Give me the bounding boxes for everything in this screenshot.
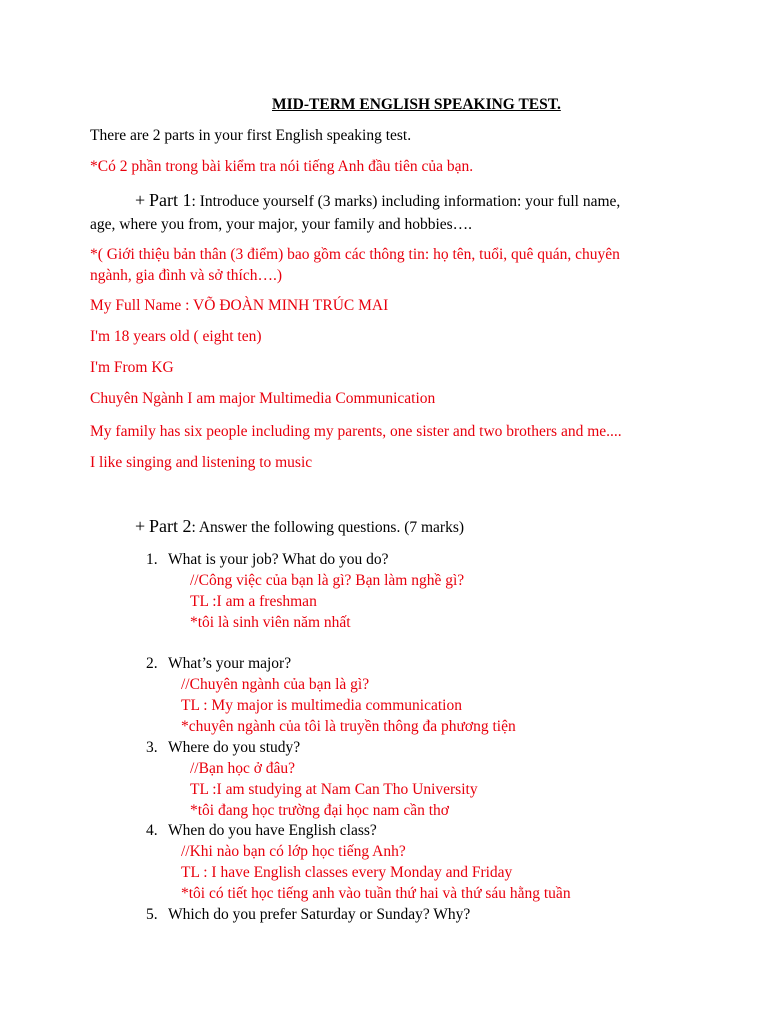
question-5-number: 5. [146, 906, 158, 923]
part1-answer-hobbies: I like singing and listening to music [90, 454, 313, 471]
question-2-number: 2. [146, 655, 158, 672]
question-4-answer-vi: *tôi có tiết học tiếng anh vào tuần thứ hai và thứ sáu hằng tuần [181, 885, 571, 902]
part1-label: Part 1 [149, 190, 192, 210]
question-1: What is your job? What do you do? [168, 551, 389, 568]
page-title: MID-TERM ENGLISH SPEAKING TEST. [272, 96, 561, 113]
question-1-number: 1. [146, 551, 158, 568]
question-4-answer: TL : I have English classes every Monday and Friday [181, 864, 513, 881]
question-4-number: 4. [146, 822, 158, 839]
intro-vietnamese: *Có 2 phần trong bài kiểm tra nói tiếng Anh đầu tiên của bạn. [90, 158, 474, 175]
question-5: Which do you prefer Saturday or Sunday? Why? [168, 906, 471, 923]
part1-desc-line1: : Introduce yourself (3 marks) including information: your full name, [191, 193, 621, 210]
part2-desc: : Answer the following questions. (7 marks) [191, 519, 465, 536]
part1-answer-age: I'm 18 years old ( eight ten) [90, 328, 262, 345]
question-4: When do you have English class? [168, 822, 377, 839]
question-3: Where do you study? [168, 739, 301, 756]
part1-answer-hometown: I'm From KG [90, 359, 174, 376]
question-2: What’s your major? [168, 655, 292, 672]
question-3-vi: //Bạn học ở đâu? [190, 760, 296, 777]
question-1-answer-vi: *tôi là sinh viên năm nhất [190, 614, 351, 631]
question-1-vi: //Công việc của bạn là gì? Bạn làm nghề gì? [190, 572, 465, 589]
part2-heading [135, 516, 464, 538]
question-2-vi: //Chuyên ngành của bạn là gì? [181, 676, 370, 693]
part2-plus: + [135, 516, 146, 536]
part1-desc-line2: age, where you from, your major, your family and hobbies…. [90, 216, 473, 233]
part1-vi-line2: ngành, gia đình và sở thích….) [90, 267, 283, 284]
part1-answer-family: My family has six people including my parents, one sister and two brothers and me.... [90, 423, 622, 440]
intro-english: There are 2 parts in your first English speaking test. [90, 127, 412, 144]
question-4-vi: //Khi nào bạn có lớp học tiếng Anh? [181, 843, 406, 860]
question-3-answer-vi: *tôi đang học trường đại học nam cần thơ [190, 802, 449, 819]
part1-heading [135, 190, 620, 212]
part1-answer-fullname: My Full Name : VÕ ĐOÀN MINH TRÚC MAI [90, 297, 389, 314]
part1-vi-line1: *( Giới thiệu bản thân (3 điểm) bao gồm các thông tin: họ tên, tuổi, quê quán, chuyên [90, 246, 620, 263]
question-3-answer: TL :I am studying at Nam Can Tho University [190, 781, 478, 798]
part1-answer-major: Chuyên Ngành I am major Multimedia Communication [90, 390, 436, 407]
part1-plus: + [135, 190, 146, 210]
question-3-number: 3. [146, 739, 158, 756]
question-2-answer-vi: *chuyên ngành của tôi là truyền thông đa phương tiện [181, 718, 516, 735]
part2-label: Part 2 [149, 516, 192, 536]
question-1-answer: TL :I am a freshman [190, 593, 317, 610]
question-2-answer: TL : My major is multimedia communication [181, 697, 462, 714]
